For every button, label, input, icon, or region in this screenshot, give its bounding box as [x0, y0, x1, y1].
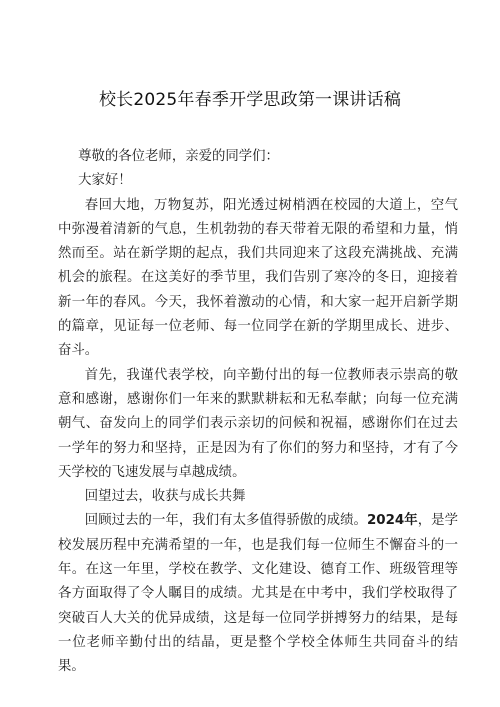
document-body	[58, 145, 458, 680]
paragraph-review-start: 回顾过去的一年，我们有太多值得骄傲的成绩。	[84, 513, 367, 529]
greeting: 大家好！	[78, 173, 132, 189]
paragraph-review-year: 2024年	[366, 513, 418, 529]
paragraph-review	[58, 509, 458, 679]
section-heading: 回望过去，收获与成长共舞	[84, 489, 246, 505]
paragraph-review-rest: ，是学校发展历程中充满希望的一年，也是我们每一位师生不懈奋斗的一年。在这一年里，学校在教学、文化建设、德育工作、班级管理等各方面取得了令人瞩目的成绩。尤其是在中考中，我们学校取得了突破百人大关的优异成绩，这是每一位同学拼搏努力的结果，是每一位老师辛勤付出的结晶，更是整个学校全体师生共同奋斗的结果。	[58, 513, 459, 675]
salutation: 尊敬的各位老师，亲爱的同学们：	[78, 149, 279, 164]
paragraph-thanks: 首先，我谨代表学校，向辛勤付出的每一位教师表示崇高的敬意和感谢，感谢你们一年来的默默耕耘和无私奉献；向每一位充满朝气、奋发向上的同学们表示亲切的问候和祝福，感谢你们在过去一学年的努力和坚持，正是因为有了你们的努力和坚持，才有了今天学校的飞速发展与卓越成绩。	[58, 367, 458, 480]
document-title: 校长2025年春季开学思政第一课讲话稿	[98, 90, 402, 110]
paragraph-opening: 春回大地，万物复苏，阳光透过树梢洒在校园的大道上，空气中弥漫着清新的气息，生机勃勃的春天带着无限的希望和力量，悄然而至。站在新学期的起点，我们共同迎来了这段充满挑战、充满机会的旅程。在这美好的季节里，我们告别了寒冷的冬日，迎接着新一年的春风。今天，我怀着激动的心情，和大家一起开启新学期的篇章，见证每一位老师、每一位同学在新的学期里成长、进步、奋斗。	[58, 197, 458, 359]
